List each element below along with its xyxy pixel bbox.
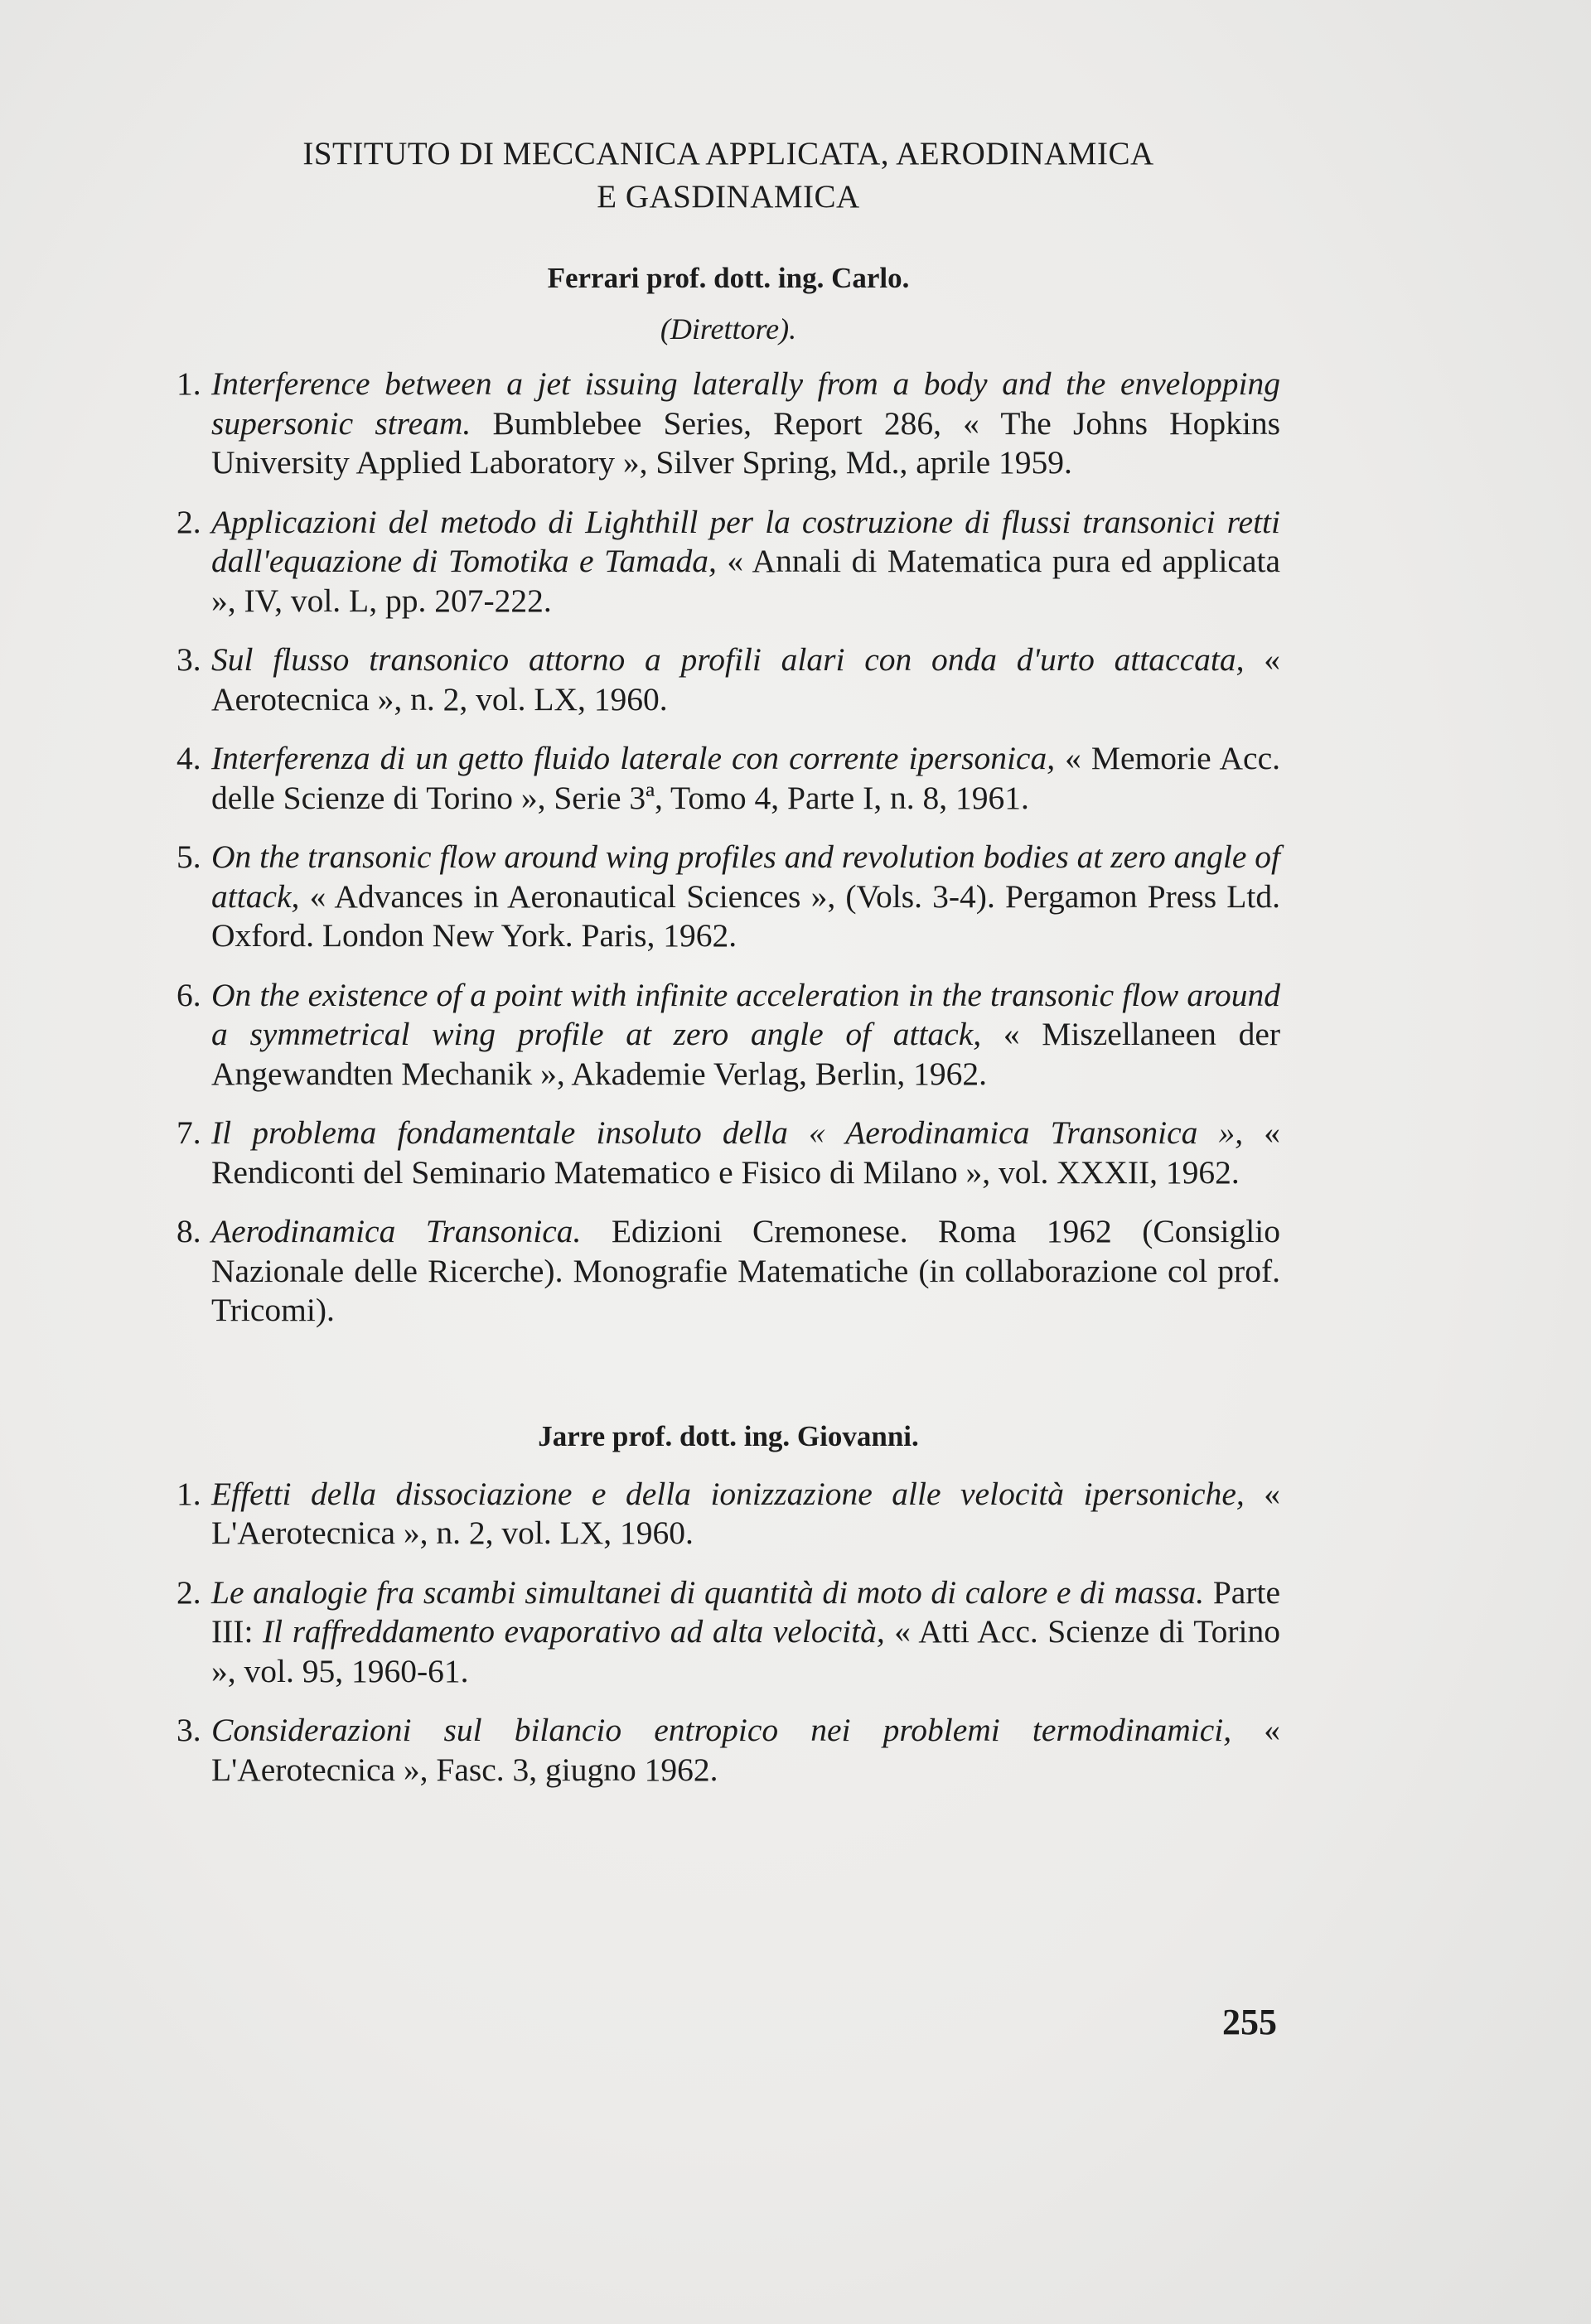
publication-item [177, 976, 1280, 1094]
publication-title: Considerazioni sul bilancio entropico nei problemi termodinamici, [211, 1712, 1232, 1748]
publication-number: 5. [177, 838, 201, 875]
publication-title: Il problema fondamentale insoluto della « Aerodinamica Transonica », [211, 1114, 1244, 1151]
publication-item [177, 365, 1280, 483]
publication-item [177, 1114, 1280, 1192]
publication-source: « L'Aerotecnica », Fasc. 3, giugno 1962. [211, 1712, 1281, 1788]
publication-number: 1. [177, 365, 201, 402]
publication-title: On the transonic flow around wing profiles and revolution bodies at zero angle of attack, [211, 838, 1280, 915]
publication-title: Applicazioni del metodo di Lighthill per la costruzione di flussi transonici retti dall'equazione di Tomotika e Tamada, [211, 503, 1280, 579]
publication-item [177, 1573, 1280, 1692]
publication-number: 2. [177, 503, 201, 540]
publication-title: On the existence of a point with infinite acceleration in the transonic flow around a symmetrical wing profile at zero angle of attack, [211, 976, 1280, 1052]
page-content [177, 133, 1280, 1809]
publication-list-jarre [177, 1475, 1280, 1790]
publication-item [177, 838, 1280, 956]
publication-source: « Atti Acc. Scienze di Torino », vol. 95, 1960-61. [211, 1613, 1280, 1689]
publication-title: Sul flusso transonico attorno a profili alari con onda d'urto attaccata, [211, 641, 1245, 678]
publication-item [177, 503, 1280, 621]
publication-number: 8. [177, 1213, 201, 1249]
publication-title: Interferenza di un getto fluido laterale con corrente ipersonica, [211, 740, 1056, 776]
institute-title-line-2: E GASDINAMICA [597, 179, 860, 215]
publication-number: 3. [177, 641, 201, 678]
publication-title: Interference between a jet issuing laterally from a body and the envelopping supersonic stream. [211, 365, 1280, 442]
publication-item [177, 1212, 1280, 1331]
publication-part: Parte III: [211, 1573, 1280, 1650]
publication-title: Aerodinamica Transonica. [211, 1213, 582, 1249]
publication-source: « Rendiconti del Seminario Matematico e Fisico di Milano », vol. XXXII, 1962. [211, 1114, 1280, 1191]
publication-source: « Aerotecnica », n. 2, vol. LX, 1960. [211, 641, 1281, 717]
publication-item [177, 739, 1280, 818]
author-heading-ferrari: Ferrari prof. dott. ing. Carlo. [547, 262, 910, 294]
page-number: 255 [1222, 2002, 1277, 2042]
publication-title: Le analogie fra scambi simultanei di quantità di moto di calore e di massa. [211, 1573, 1205, 1611]
publication-subtitle: Il raffreddamento evaporativo ad alta velocità, [263, 1613, 885, 1650]
publication-number: 6. [177, 976, 201, 1013]
publication-number: 2. [177, 1573, 201, 1611]
institute-title-line-1: ISTITUTO DI MECCANICA APPLICATA, AERODINAMICA [302, 136, 1154, 172]
publication-list-ferrari [177, 365, 1280, 1331]
author-role: (Direttore). [660, 312, 797, 345]
publication-title: Effetti della dissociazione e della ionizzazione alle velocità ipersoniche, [211, 1475, 1245, 1512]
publication-item [177, 640, 1280, 719]
publication-number: 3. [177, 1712, 201, 1748]
publication-source: « L'Aerotecnica », n. 2, vol. LX, 1960. [211, 1475, 1280, 1551]
publication-number: 4. [177, 740, 201, 776]
publication-source: Bumblebee Series, Report 286, « The Johns Hopkins University Applied Laboratory », Silver Spring, Md., aprile 1959. [211, 404, 1280, 481]
publication-number: 1. [177, 1475, 201, 1512]
publication-source: « Miszellaneen der Angewandten Mechanik », Akademie Verlag, Berlin, 1962. [211, 1016, 1281, 1092]
publication-source: « Advances in Aeronautical Sciences », (Vols. 3-4). Pergamon Press Ltd. Oxford. London New York. Paris, 1962. [211, 877, 1280, 954]
publication-source: « Annali di Matematica pura ed applicata », IV, vol. L, pp. 207-222. [211, 543, 1281, 619]
publication-source: Edizioni Cremonese. Roma 1962 (Consiglio Nazionale delle Ricerche). Monografie Matematiche (in collaborazione col prof. Tricomi). [211, 1213, 1280, 1328]
publication-item [177, 1711, 1280, 1790]
publication-source: « Memorie Acc. delle Scienze di Torino », Serie 3ª, Tomo 4, Parte I, n. 8, 1961. [211, 740, 1280, 816]
author-heading-jarre: Jarre prof. dott. ing. Giovanni. [538, 1419, 919, 1452]
publication-number: 7. [177, 1114, 201, 1151]
publication-item [177, 1475, 1280, 1553]
